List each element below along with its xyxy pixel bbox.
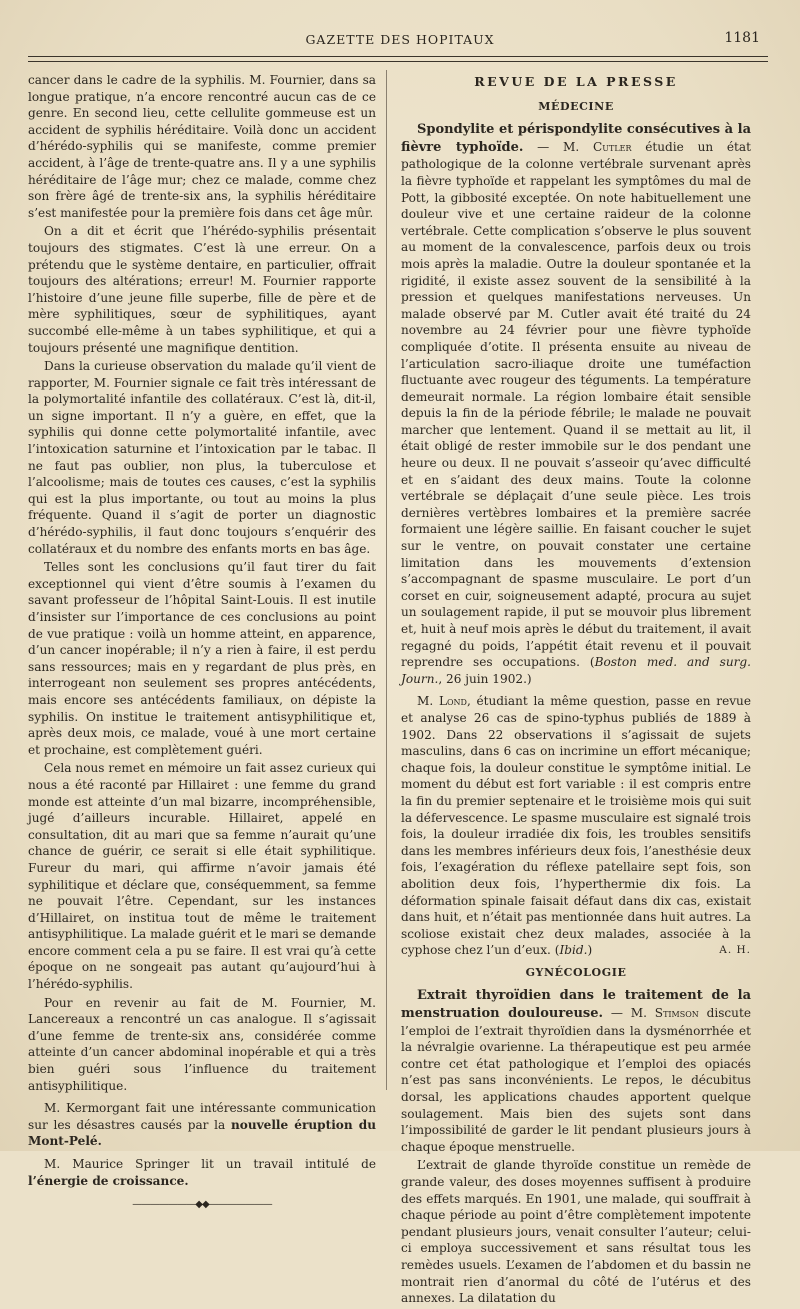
paragraph: Cela nous remet en mémoire un fait assez curieux qui nous a été raconté par Hillairet : une femme du grand monde est atteinte d’un mal bizarre, incompréhensible, jugé d’ailleurs incurable. Hillairet, appelé en consultation, dit au mari que sa femme n’aurait qu’une chance de guérir, ce serait si elle était syphilitique. Fureur du mari, qui affirme n’avoir jamais été syphilitique et déclare que, conséquemment, sa femme ne pouvait l’être. Cependant, sur les instances d’Hillairet, on institua tout de même le traitement antisyphilitique. La malade guérit et le mari se demande encore comment cela a pu se faire. Il est vrai qu’à cette époque on ne songeait pas autant qu’aujourd’hui à l’hérédo-syphilis. [28, 761, 377, 992]
journal-citation: Ibid. [559, 943, 588, 958]
kermorgant-subject: nouvelle éruption du Mont-Pelé. [28, 1117, 376, 1149]
page-number: 1181 [724, 30, 760, 46]
right-column [401, 72, 751, 1309]
paragraph: L’extrait de glande thyroïde constitue un remède de grande valeur, des doses moyennes suffisent à produire des effets marqués. En 1901, une malade, qui souffrait à chaque période au point d’être complètement impotente pendant plusieurs jours, venait consulter l’auteur; celui-ci employa successivement et sans résultat tous les remèdes usuels. L’examen de l’abdomen et du bassin ne montrait rien d’anormal du côté de l’utérus et des annexes. La dilatation du [401, 1158, 751, 1306]
paragraph: Telles sont les conclusions qu’il faut tirer du fait exceptionnel qui vient d’être soumis à l’examen du savant professeur de l’hôpital Saint-Louis. Il est inutile d’insister sur l’importance de ces conclusions au point de vue pratique : voilà un homme atteint, en apparence, d’un cancer inopérable; il n’y a rien à faire, il est perdu sans ressources; mais en y regardant de plus près, en interrogeant non seulement ses propres antécédents, mais encore ses antécédents familiaux, on dépiste la syphilis. On institue le traitement antisyphilitique et, après deux mois, ce malade, voué à une mort certaine et prochaine, est complètement guéri. [28, 560, 376, 757]
header-rule-top [28, 56, 768, 57]
article-body: discute l’emploi de l’extrait thyroïdien dans la dysménorrhée et la névralgie ovarienne. La thérapeutique est peu armée contre cet état pathologique et l’emploi des opiacés n’est pas sans inconvénients. Le repos, le décubitus dorsal, les applications chaudes apportent quelque soulagement. Mais bien des sujets sont dans l’impossibilité de garder le lit pendant plusieurs jours à chaque époque menstruelle. [401, 1006, 751, 1154]
rubric-gynecologie: GYNÉCOLOGIE [525, 965, 627, 979]
article-dash: — M. [603, 1006, 655, 1021]
article-lead: M. [417, 694, 439, 709]
paragraph: On a dit et écrit que l’hérédo-syphilis présentait toujours des stigmates. C’est là une erreur. On a prétendu que le système dentaire, en particulier, offrait toujours des altérations; erreur! M. Fournier rapporte l’histoire d’une jeune fille superbe, fille de père et de mère syphilitiques, sœur de syphilitiques, ayant succombé elle-même à un tabes syphilitique, et qui a toujours présenté une magnifique dentition. [28, 224, 376, 355]
article-title: Spondylite et périspondylite consécutives à la fièvre typhoïde. [401, 122, 751, 155]
article-body: , étudiant la même question, passe en revue et analyse 26 cas de spino-typhus publiés de 1889 à 1902. Dans 22 observations il s’agissait de sujets masculins, dans 6 cas on incrimine un effort mécanique; chaque fois, la douleur constitue le symptôme initial. Le moment du début est fort variable : il est compris entre la fin du premier septenaire et le troisième mois qui suit la défervescence. Le spasme musculaire est signalé trois fois, la douleur irradiée dix fois, les troubles sensitifs dans les membres inférieurs deux fois, l’anesthésie deux fois, l’exagération du réflexe patellaire sept fois, son abolition deux fois, l’hyperthermie dix fois. La déformation spinale faisait défaut dans dix cas, existait dans huit, et n’était pas mentionnée dans huit autres. La scoliose existait chez deux malades, associée à la cyphose chez l’un d’eux. ( [401, 694, 752, 958]
citation-date: , 26 juin 1902.) [438, 671, 532, 686]
section-title: REVUE DE LA PRESSE [474, 74, 678, 89]
kermorgant-paragraph [28, 1100, 376, 1150]
column-divider [386, 70, 387, 1090]
paragraph: Pour en revenir au fait de M. Fournier, M. Lancereaux a rencontré un cas analogue. Il s’agissait d’une femme de trente-six ans, considérée comme atteinte d’un cancer abdominal inopérable et qui a très bien guéri sous l’influence du traitement antisyphilitique. [28, 995, 376, 1093]
left-column [28, 72, 376, 1214]
running-head [0, 30, 800, 50]
springer-paragraph [28, 1156, 376, 1189]
paragraph: Dans la curieuse observation du malade qu’il vient de rapporter, M. Fournier signale ce fait très intéressant de la polymortalité infantile des collatéraux. C’est là, dit-il, un signe important. Il n’y a guère, en effet, que la syphilis qui donne cette polymortalité infantile, avec l’intoxication saturnine et l’intoxication par le tabac. Il ne faut pas oublier, non plus, la tuberculose et l’alcoolisme; mais de toutes ces causes, c’est la syphilis qui est la plus importante, ou tout au moins la plus fréquente. Quand il s’agit de porter un diagnostic d’hérédo-syphilis, il faut donc toujours s’enquérir des collatéraux et du nombre des enfants morts en bas âge. [28, 359, 376, 556]
article-body: étudie un état pathologique de la colonne vertébrale survenant après la fièvre typhoïde et rappelant les symptômes du mal de Pott, la gibbosité exceptée. On note habituellement une douleur vive et une certaine raideur de la colonne vertébrale. Cette complication s’observe le plus souvent au moment de la convalescence, parfois deux ou trois mois après la maladie. Outre la douleur spontanée et la rigidité, il existe assez souvent de la sensibilité à la pression et quelques manifestations nerveuses. Un malade observé par M. Cutler avait été traité du 24 novembre au 24 février pour une fièvre typhoïde compliquée d’otite. Il présenta ensuite au niveau de l’articulation sacro-iliaque droite une tuméfaction fluctuante avec rougeur des téguments. La température demeurait normale. La région lombaire était sensible depuis la fin de la période fébrile; le malade ne pouvait marcher que lentement. Quand il se mettait au lit, il était obligé de rester immobile sur le dos pendant une heure ou deux. Il ne pouvait s’asseoir qu’avec difficulté et en s’aidant des deux mains. Toute la colonne vertébrale se déplaçait d’une seule pièce. Les trois dernières vertèbres lombaires et la première sacrée formaient une légère saillie. En faisant coucher le sujet sur le ventre, on pouvait constater une certaine limitation dans les mouvements d’extension s’accompagnant de spasme musculaire. Le port d’un corset en cuir, soigneusement adapté, procura au sujet un soulagement rapide, il put se mouvoir plus librement et, huit à neuf mois après le début du traitement, il avait regagné du poids, l’appétit était revenu et il pouvait reprendre ses occupations. ( [401, 139, 751, 670]
kermorgant-text: M. Kermorgant fait une intéressante communication sur les désastres causés par la [28, 1101, 376, 1132]
spondylite-article [401, 121, 751, 687]
journal-citation: Boston med. and surg. Journ. [401, 655, 752, 686]
header-rule-bottom [28, 61, 768, 62]
thyroide-article [401, 987, 751, 1155]
author-name: Cutler [592, 139, 632, 154]
springer-text: M. Maurice Springer lit un travail intitulé de [44, 1157, 376, 1171]
lond-article [401, 693, 751, 959]
paragraph: cancer dans le cadre de la syphilis. M. Fournier, dans sa longue pratique, n’a encore rencontré aucun cas de ce genre. En second lieu, cette cellulite gommeuse est un accident de syphilis héréditaire. Voilà donc un accident d’hérédo-syphilis qui se manifeste, comme premier accident, à l’âge de trente-quatre ans. Il y a une syphilis héréditaire de l’âge mur; chez ce malade, comme chez son frère âgé de trente-six ans, la syphilis héréditaire s’est manifestée pour la première fois dans cet âge mûr. [28, 73, 376, 220]
citation-close: ) [587, 943, 593, 958]
author-name: Lond [438, 694, 467, 709]
end-ornament: ———————◆◆——————— [132, 1199, 272, 1211]
running-title: GAZETTE DES HOPITAUX [305, 32, 495, 47]
article-dash: — M. [523, 139, 593, 154]
rubric-medecine: MÉDECINE [538, 99, 614, 113]
article-title: Extrait thyroïdien dans le traitement de la menstruation douloureuse. [401, 988, 751, 1022]
springer-subject: l’énergie de croissance. [28, 1173, 189, 1188]
author-signature: A. H. [719, 944, 751, 957]
author-name: Stimson [654, 1006, 699, 1021]
